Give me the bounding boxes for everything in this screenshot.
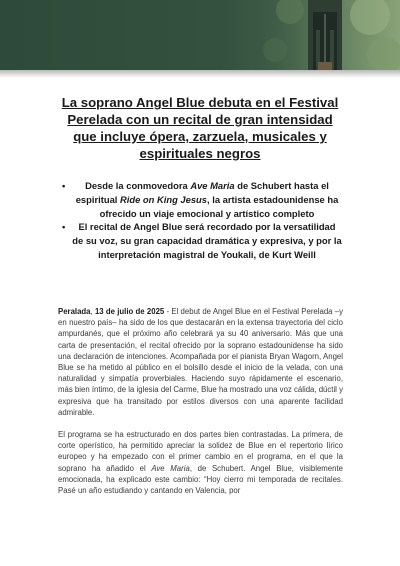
foliage-photo xyxy=(250,0,400,70)
press-release-title: La soprano Angel Blue debuta en el Festival Perelada con un recital de gran intensidad que incluye ópera, zarzuela, musicales y espirituales negros xyxy=(61,95,339,161)
dateline-date: 13 de julio de 2025 xyxy=(94,307,165,316)
highlight-item: • El recital de Angel Blue será recordado por la versatilidad de su voz, su gran capacidad dramática y expresiva, y por la interpretación magistral de Youkali, de Kurt Weill xyxy=(72,220,342,261)
paragraph: El programa se ha estructurado en dos partes bien contrastadas. La primera, de corte operístico, ha permitido apreciar la solidez de Blue en el repertorio lírico europeo y ha empezado con el primer cambio en el programa, en el que la soprano ha añadido el Ave Maria, de Schubert. Angel Blue, visiblemente emocionada, ha explicado este cambio: “Hoy cierro mi temporada de recitales. Pasé un año estudiando y cantando en Valencia, por xyxy=(58,430,343,496)
header-banner xyxy=(0,0,400,70)
article-body xyxy=(58,306,343,507)
highlights-list xyxy=(72,179,342,262)
banner-shadow xyxy=(0,70,400,78)
paragraph: Peralada, 13 de julio de 2025 - El debut de Angel Blue en el Festival Perelada –y en nuestro país– ha sido de los que destacarán en la extensa trayectoria del ciclo ampurdanés, que el próximo año celebrará ya su 40 aniversario. Más que una carta de presentación, el recital ofrecido por la soprano estadounidense ha sido una declaración de intenciones. Acompañada por el pianista Bryan Wagorn, Angel Blue se ha metido al público en el bolsillo desde el inicio de la velada, con una naturalidad y simpatía proverbiales. Haciendo suyo rápidamente el escenario, más bien íntimo, de la iglesia del Carme, Blue ha mostrado una voz cálida, dúctil y expresiva que ha transitado por estilos diversos con una aparente facilidad admirable. xyxy=(58,307,343,417)
highlight-item: • Desde la conmovedora Ave Maria de Schubert hasta el espiritual Ride on King Jesus, la artista estadounidense ha ofrecido un viaje emocional y artístico completo xyxy=(72,179,342,220)
dateline-place: Peralada xyxy=(58,307,91,316)
